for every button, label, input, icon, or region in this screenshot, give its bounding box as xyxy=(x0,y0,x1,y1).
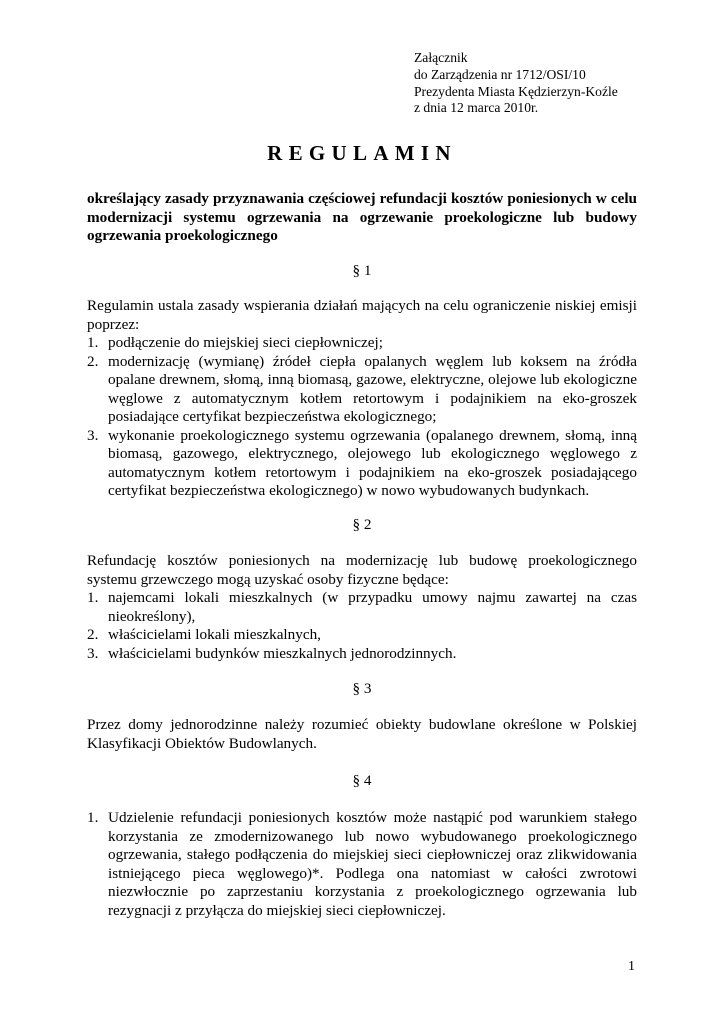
list-text: właścicielami budynków mieszkalnych jednorodzinnych. xyxy=(108,644,457,662)
list-text: podłączenie do miejskiej sieci ciepłowniczej; xyxy=(108,334,383,351)
section-intro: Refundację kosztów poniesionych na modernizację lub budowę proekologicznego systemu grzewczego mogą uzyskać osoby fizyczne będące: xyxy=(87,552,637,588)
attachment-line: z dnia 12 marca 2010r. xyxy=(414,100,539,116)
document-title: REGULAMIN xyxy=(267,141,457,165)
list-number: 3. xyxy=(87,426,99,444)
list-number: 1. xyxy=(87,334,99,351)
document-subtitle: określający zasady przyznawania częściowej refundacji kosztów poniesionych w celu modernizacji systemu ogrzewania na ogrzewanie proekologiczne lub budowy ogrzewania proekologicznego xyxy=(87,190,637,244)
list-item xyxy=(87,334,637,353)
list-number: 1. xyxy=(87,589,99,606)
section-intro: Przez domy jednorodzinne należy rozumieć obiekty budowlane określone w Polskiej Klasyfikacji Obiektów Budowlanych. xyxy=(87,716,637,752)
section-list xyxy=(87,809,637,920)
attachment-line: Załącznik xyxy=(414,50,468,65)
list-text: Udzielenie refundacji poniesionych kosztów może nastąpić pod warunkiem stałego korzystania ze zmodernizowanego lub nowo wybudowanego proekologicznego ogrzewania, stałego podłączenia do miejskiej sieci ciepłowniczej oraz zlikwidowania istniejącego pieca węglowego)*. Podlega ona natomiast w całości zwrotowi niezwłocznie po zaprzestaniu korzystania z proekologicznego ogrzewania lub rezygnacji z przyłącza do miejskiej sieci ciepłowniczej. xyxy=(108,809,637,919)
section-mark: § 4 xyxy=(352,772,372,789)
list-item xyxy=(87,589,637,626)
attachment-header xyxy=(414,50,704,117)
section-intro: Regulamin ustala zasady wspierania działań mających na celu ograniczenie niskiej emisji poprzez: xyxy=(87,297,637,333)
list-number: 1. xyxy=(87,809,99,826)
list-text: najemcami lokali mieszkalnych (w przypadku umowy najmu zawartej na czas nieokreślony), xyxy=(108,589,637,625)
section-list xyxy=(87,334,637,501)
list-text: wykonanie proekologicznego systemu ogrzewania (opalanego drewnem, słomą, inną biomasą, gazowego, elektrycznego, olejowego lub ekologicznego węglowego z automatycznym kotłem retortowym i podajnikiem na eko-groszek posiadającego certyfikat bezpieczeństwa ekologicznego) w nowo wybudowanych budynkach. xyxy=(108,426,637,499)
page-number: 1 xyxy=(628,959,635,974)
list-item xyxy=(87,645,637,664)
section-mark: § 2 xyxy=(352,516,372,533)
list-number: 3. xyxy=(87,644,99,662)
section-mark: § 1 xyxy=(352,262,372,279)
list-text: właścicielami lokali mieszkalnych, xyxy=(108,626,321,643)
list-number: 2. xyxy=(87,352,99,370)
list-item xyxy=(87,809,637,920)
list-item xyxy=(87,427,637,501)
section-list xyxy=(87,589,637,663)
section-mark: § 3 xyxy=(352,680,372,697)
attachment-line: do Zarządzenia nr 1712/OSI/10 xyxy=(414,66,586,82)
list-item xyxy=(87,626,637,645)
list-number: 2. xyxy=(87,626,99,643)
attachment-line: Prezydenta Miasta Kędzierzyn-Koźle xyxy=(414,83,618,99)
list-text: modernizację (wymianę) źródeł ciepła opalanych węglem lub koksem na źródła opalane drewnem, słomą, inną biomasą, gazowe, elektryczne, olejowe lub ekologiczne węglowe z automatycznym kotłem retortowym i podajnikiem na eko-groszek posiadające certyfikat bezpieczeństwa ekologicznego; xyxy=(108,352,637,425)
list-item xyxy=(87,353,637,427)
